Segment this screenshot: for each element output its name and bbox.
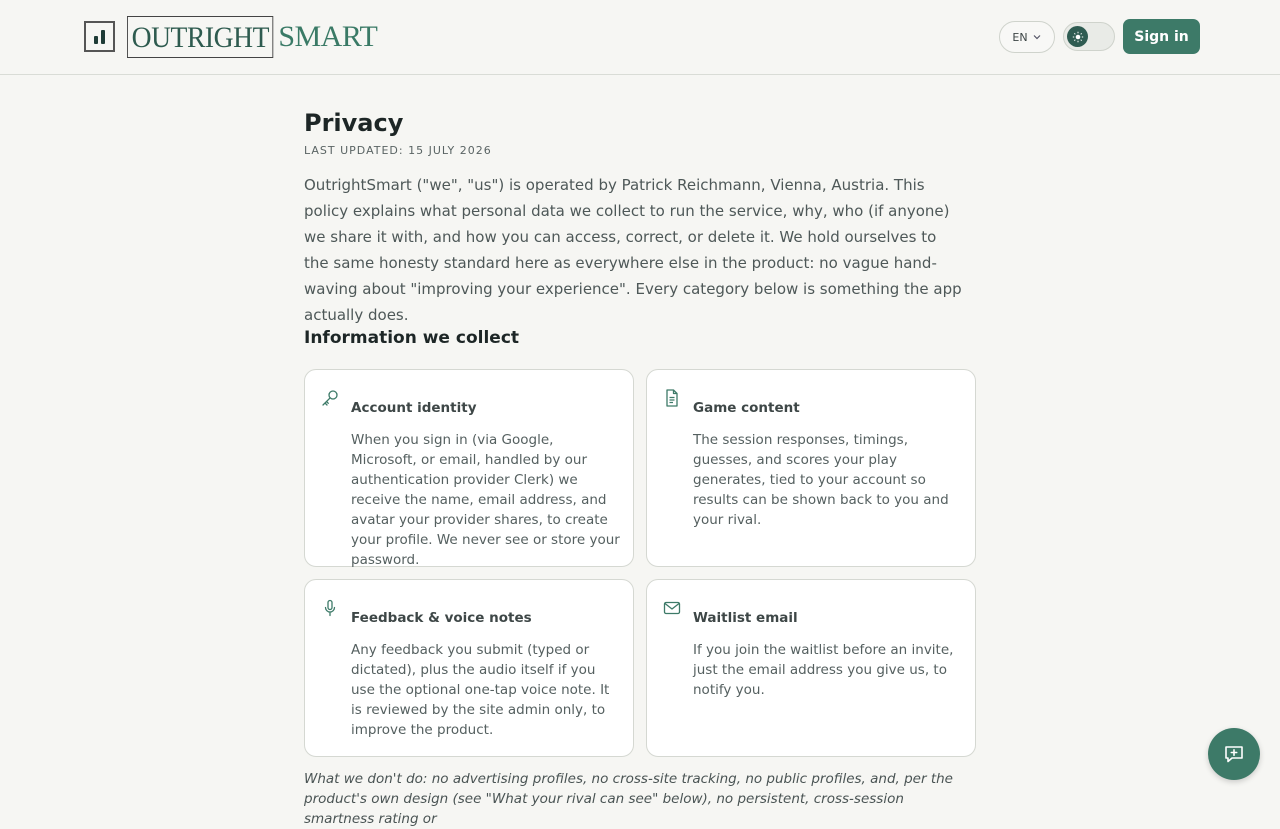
chevron-down-icon (1032, 32, 1042, 42)
card-body: If you join the waitlist before an invite, just the email address you give us, to notify you. (693, 642, 954, 698)
brand-part1: OUTRIGHT (127, 16, 274, 58)
mail-icon (662, 598, 682, 618)
key-icon (320, 388, 340, 408)
logo-icon[interactable] (84, 21, 115, 52)
document-icon (662, 388, 682, 408)
brand-part2: SMART (278, 20, 378, 53)
chat-plus-icon (1223, 743, 1245, 765)
last-updated: LAST UPDATED: 15 JULY 2026 (304, 144, 492, 157)
page-title: Privacy (304, 109, 404, 137)
card-feedback-voice (304, 579, 634, 757)
card-waitlist-email (646, 579, 976, 757)
logo-bar-short (94, 36, 98, 44)
card-title: Account identity (351, 400, 477, 416)
language-label: EN (1012, 30, 1028, 44)
card-title: Game content (693, 400, 800, 416)
brand-wordmark[interactable] (127, 16, 377, 58)
card-body: When you sign in (via Google, Microsoft, or email, handled by our authentication provider Clerk) we receive the name, email address, and avatar your provider shares, to create your profile. We never see or store your password. (351, 432, 620, 568)
card-title: Feedback & voice notes (351, 610, 532, 626)
microphone-icon (320, 598, 340, 618)
card-body: The session responses, timings, guesses, and scores your play generates, tied to your account so results can be shown back to you and your rival. (693, 432, 949, 528)
intro-paragraph: OutrightSmart ("we", "us") is operated by Patrick Reichmann, Vienna, Austria. This policy explains what personal data we collect to run the service, why, who (if anyone) we share it with, and how you can access, correct, or delete it. We hold ourselves to the same honesty standard here as everywhere else in the product: no vague hand-waving about "improving your experience". Every category below is something the app actually does. (304, 176, 962, 324)
card-body: Any feedback you submit (typed or dictated), plus the audio itself if you use the optional one-tap voice note. It is reviewed by the site admin only, to improve the product. (351, 642, 610, 738)
feedback-button[interactable] (1208, 728, 1260, 780)
card-game-content (646, 369, 976, 567)
sun-icon (1072, 31, 1084, 43)
section-title-information: Information we collect (304, 328, 520, 348)
what-we-dont-do-note: What we don't do: no advertising profiles, no cross-site tracking, no public profiles, and, per the product's own design (see "What your rival can see" below), no persistent, cross-session smartness rating or (304, 771, 953, 827)
theme-toggle[interactable] (1063, 22, 1115, 51)
language-selector[interactable] (999, 21, 1055, 53)
top-header (0, 0, 1280, 75)
sign-in-button[interactable]: Sign in (1123, 19, 1200, 54)
card-title: Waitlist email (693, 610, 798, 626)
theme-toggle-knob (1067, 26, 1088, 47)
logo-bar-tall (101, 30, 105, 44)
card-account-identity (304, 369, 634, 567)
